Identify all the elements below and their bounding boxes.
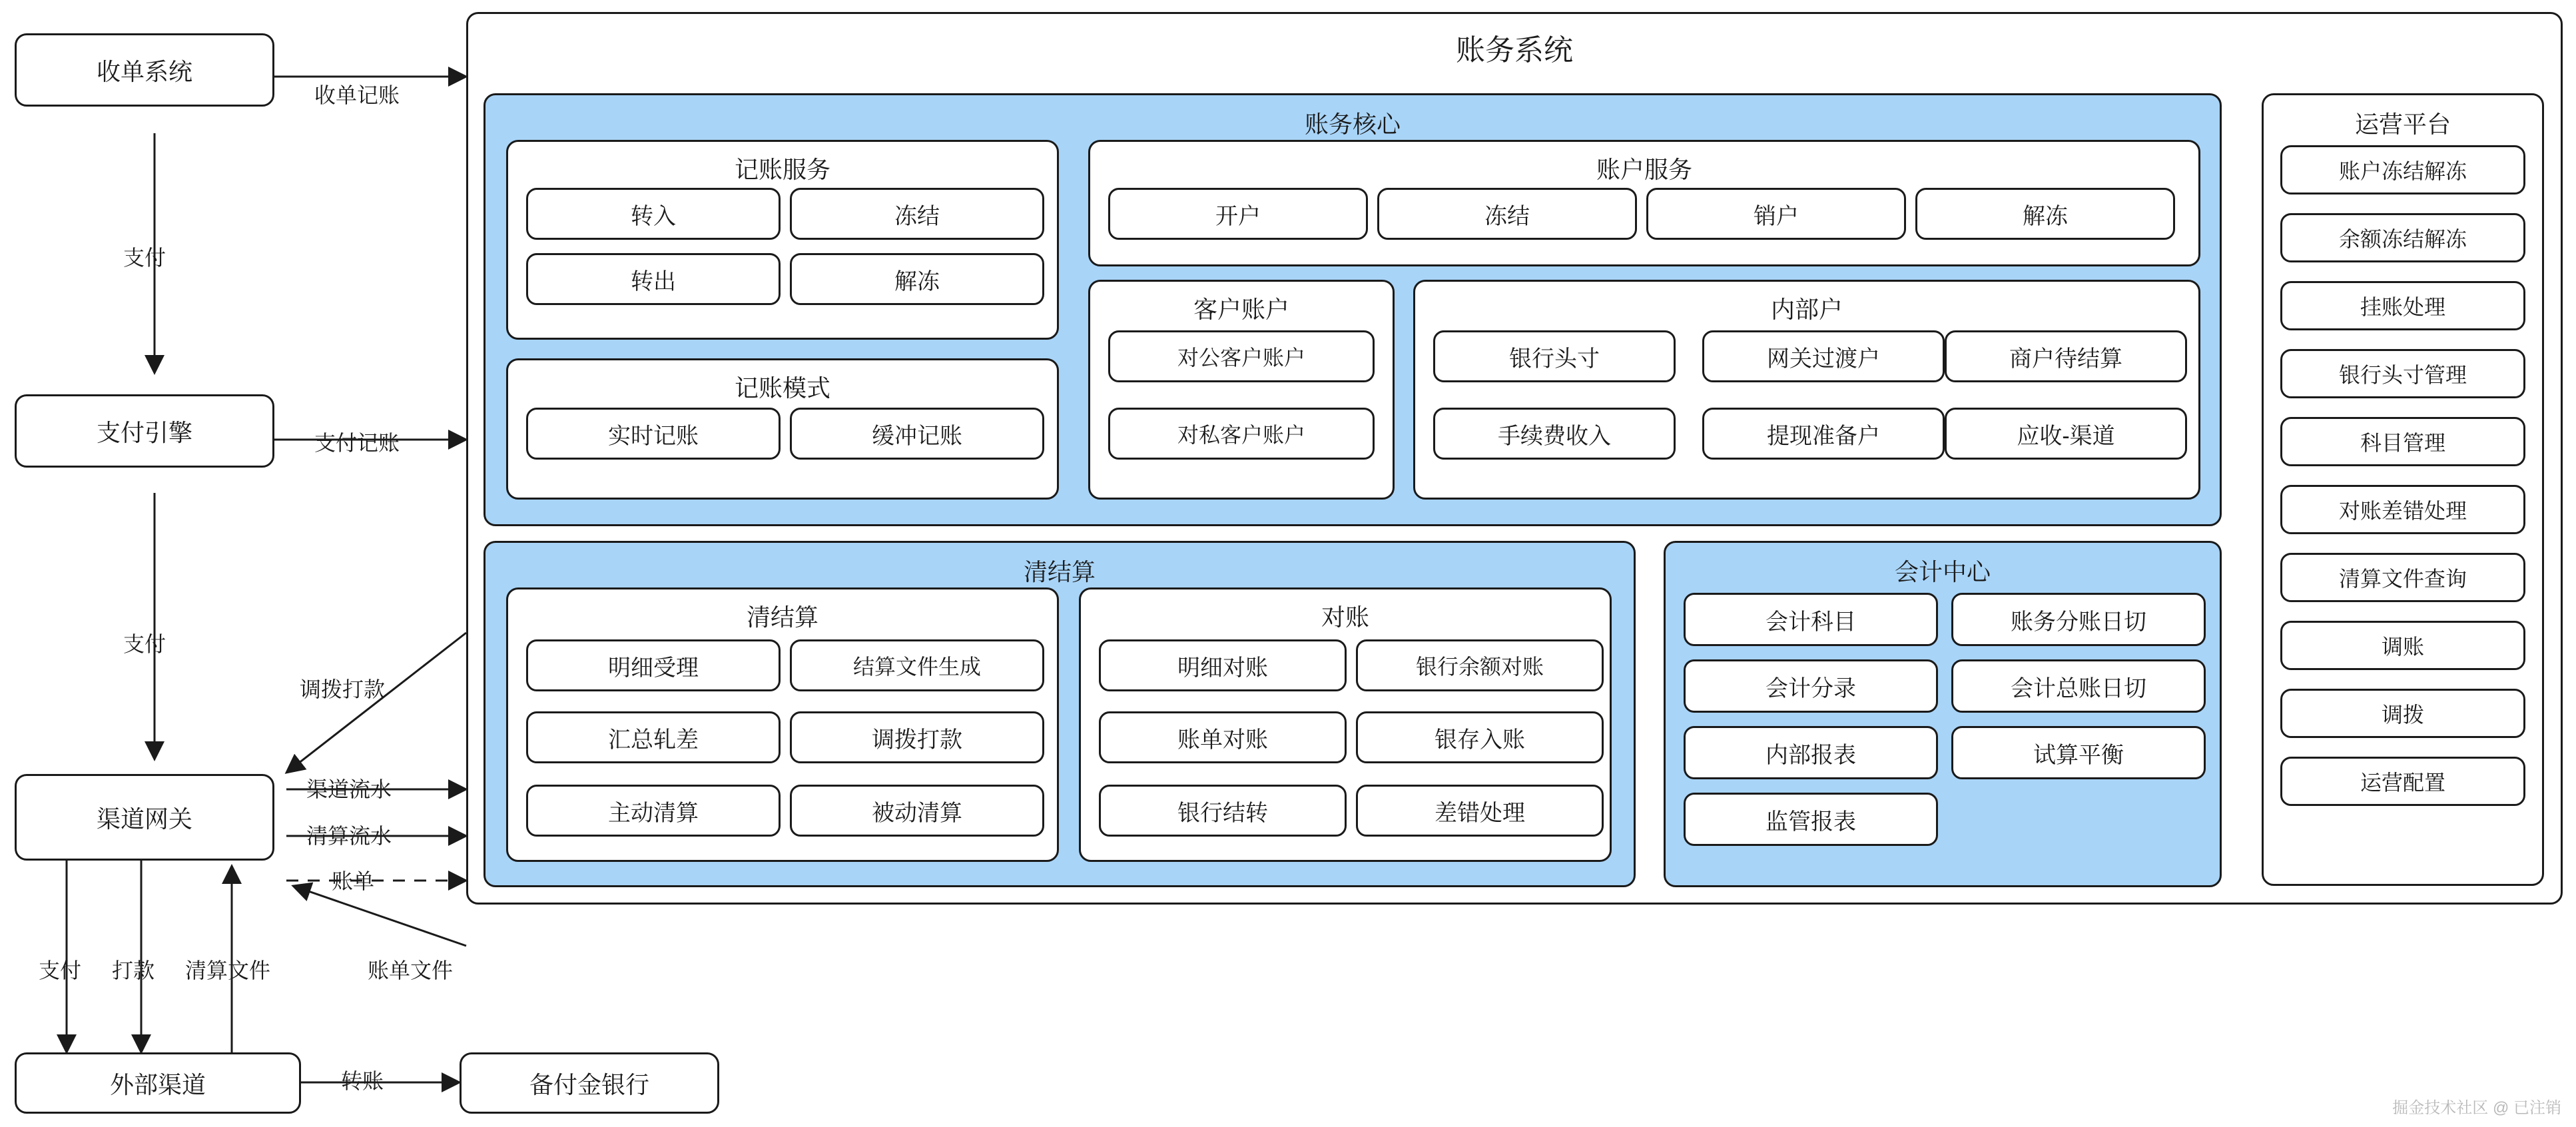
core-section-title: 账务核心 xyxy=(1304,111,1401,138)
accounting-center-title: 会计中心 xyxy=(1894,558,1991,585)
edge-label-zhangdanwenjian: 账单文件 xyxy=(368,958,454,982)
item-duizhang-chacuo-chuli[interactable]: 对账差错处理 xyxy=(2280,485,2525,534)
item-zhudong-qingsuan[interactable]: 主动清算 xyxy=(526,785,781,837)
item-jiesuan-wenjian-shengcheng[interactable]: 结算文件生成 xyxy=(790,639,1044,691)
item-mingxi-shouli[interactable]: 明细受理 xyxy=(526,639,781,691)
item-diaobo[interactable]: 调拨 xyxy=(2280,689,2525,738)
item-yinhang-yuee-duizhang[interactable]: 银行余额对账 xyxy=(1356,639,1604,691)
operations-platform-title: 运营平台 xyxy=(2354,111,2451,138)
item-kaihu[interactable]: 开户 xyxy=(1108,188,1368,240)
item-zhangwu-fenzhang-riqie[interactable]: 账务分账日切 xyxy=(1951,593,2206,646)
item-dongjie-jz[interactable]: 冻结 xyxy=(790,188,1044,240)
edge-label-zhifu-2: 支付 xyxy=(123,632,166,656)
item-yinhang-touchun[interactable]: 银行头寸 xyxy=(1433,330,1676,382)
item-kuaiji-fenlu[interactable]: 会计分录 xyxy=(1684,659,1938,713)
item-kuaiji-kemu[interactable]: 会计科目 xyxy=(1684,593,1938,646)
edge-label-zhifu-3: 支付 xyxy=(39,958,82,982)
item-wangguan-guoduhu[interactable]: 网关过渡户 xyxy=(1702,330,1945,382)
group-title: 清结算 xyxy=(746,603,818,631)
group-title: 对账 xyxy=(1321,603,1369,631)
group-jizhang-fuwu xyxy=(506,140,1059,340)
item-huanchong-jizhang[interactable]: 缓冲记账 xyxy=(790,408,1044,460)
node-shoudan[interactable] xyxy=(15,33,274,107)
item-yunying-peizhi[interactable]: 运营配置 xyxy=(2280,757,2525,806)
item-duigong-kehu[interactable]: 对公客户账户 xyxy=(1108,330,1375,382)
item-neibu-baobiao[interactable]: 内部报表 xyxy=(1684,726,1938,779)
edge-label-diaobodakuan: 调拨打款 xyxy=(300,677,386,701)
watermark: 掘金技术社区 @ 已注销 xyxy=(2392,1099,2561,1117)
settlement-section-title: 清结算 xyxy=(1023,558,1096,585)
edge-label-qingsuanliushui: 清算流水 xyxy=(306,824,392,848)
group-title: 记账服务 xyxy=(734,156,830,183)
item-shouxufei-shouru[interactable]: 手续费收入 xyxy=(1433,408,1676,460)
item-jianguan-baobiao[interactable]: 监管报表 xyxy=(1684,793,1938,846)
edge-label-dakuan: 打款 xyxy=(112,958,155,982)
item-zhuanru[interactable]: 转入 xyxy=(526,188,781,240)
group-title: 客户账户 xyxy=(1193,296,1289,323)
item-yue-dongjie-jiedong[interactable]: 余额冻结解冻 xyxy=(2280,213,2525,262)
item-shishi-jizhang[interactable]: 实时记账 xyxy=(526,408,781,460)
edge-label-zhifu-jizhang: 支付记账 xyxy=(314,431,400,455)
item-yingshou-qudao[interactable]: 应收-渠道 xyxy=(1945,408,2187,460)
group-title: 记账模式 xyxy=(734,374,830,402)
page-title: 账务系统 xyxy=(1456,34,1573,67)
node-beifujinyinhang[interactable] xyxy=(460,1052,719,1114)
item-yinhang-jiezhuan[interactable]: 银行结转 xyxy=(1099,785,1347,837)
item-mingxi-duizhang[interactable]: 明细对账 xyxy=(1099,639,1347,691)
item-shanghu-daijiesuan[interactable]: 商户待结算 xyxy=(1945,330,2187,382)
edge-label-zhifu-1: 支付 xyxy=(123,246,166,270)
item-kemu-guanli[interactable]: 科目管理 xyxy=(2280,417,2525,466)
item-diaobo-dakuan[interactable]: 调拨打款 xyxy=(790,711,1044,763)
item-tixian-zhunbeihu[interactable]: 提现准备户 xyxy=(1702,408,1945,460)
item-xiaohu[interactable]: 销户 xyxy=(1646,188,1906,240)
item-jiedong-jz[interactable]: 解冻 xyxy=(790,253,1044,305)
item-kuaiji-zongzhang-riqie[interactable]: 会计总账日切 xyxy=(1951,659,2206,713)
item-dongjie-zh[interactable]: 冻结 xyxy=(1377,188,1637,240)
edge-label-qingsuanwenjian: 清算文件 xyxy=(185,958,271,982)
item-duisi-kehu[interactable]: 对私客户账户 xyxy=(1108,408,1375,460)
node-label: 收单系统 xyxy=(96,57,192,85)
item-beidong-qingsuan[interactable]: 被动清算 xyxy=(790,785,1044,837)
item-qingsuan-wenjian-chaxun[interactable]: 清算文件查询 xyxy=(2280,553,2525,602)
item-chacuo-chuli[interactable]: 差错处理 xyxy=(1356,785,1604,837)
item-zhangdan-duizhang[interactable]: 账单对账 xyxy=(1099,711,1347,763)
item-guazhang-chuli[interactable]: 挂账处理 xyxy=(2280,281,2525,330)
edge-label-zhuanzhang: 转账 xyxy=(341,1069,384,1093)
edge-label-shoudan-jizhang: 收单记账 xyxy=(314,83,400,107)
node-label: 渠道网关 xyxy=(96,805,192,833)
item-huizong-yacha[interactable]: 汇总轧差 xyxy=(526,711,781,763)
item-yincun-ruzhang[interactable]: 银存入账 xyxy=(1356,711,1604,763)
edge-label-zhangdan: 账单 xyxy=(332,869,375,893)
node-qudaowangguan[interactable] xyxy=(15,774,274,861)
node-label: 备付金银行 xyxy=(529,1070,649,1098)
item-shisuan-pingheng[interactable]: 试算平衡 xyxy=(1951,726,2206,779)
edge-label-qudaoliushui: 渠道流水 xyxy=(306,777,392,801)
node-label: 支付引擎 xyxy=(96,418,192,446)
group-neibu-hu xyxy=(1413,280,2200,500)
item-zhuanchu[interactable]: 转出 xyxy=(526,253,781,305)
group-title: 账户服务 xyxy=(1596,156,1692,183)
group-kehu-zhanghu xyxy=(1088,280,1395,500)
item-diaozhang[interactable]: 调账 xyxy=(2280,621,2525,670)
item-jiedong-zh[interactable]: 解冻 xyxy=(1915,188,2175,240)
node-waibuqudao[interactable] xyxy=(15,1052,301,1114)
node-zhifuyinqing[interactable] xyxy=(15,394,274,468)
group-title: 内部户 xyxy=(1770,296,1843,323)
node-label: 外部渠道 xyxy=(109,1070,206,1098)
item-zhanghu-dongjie-jiedong[interactable]: 账户冻结解冻 xyxy=(2280,145,2525,194)
item-yinhang-touchun-guanli[interactable]: 银行头寸管理 xyxy=(2280,349,2525,398)
